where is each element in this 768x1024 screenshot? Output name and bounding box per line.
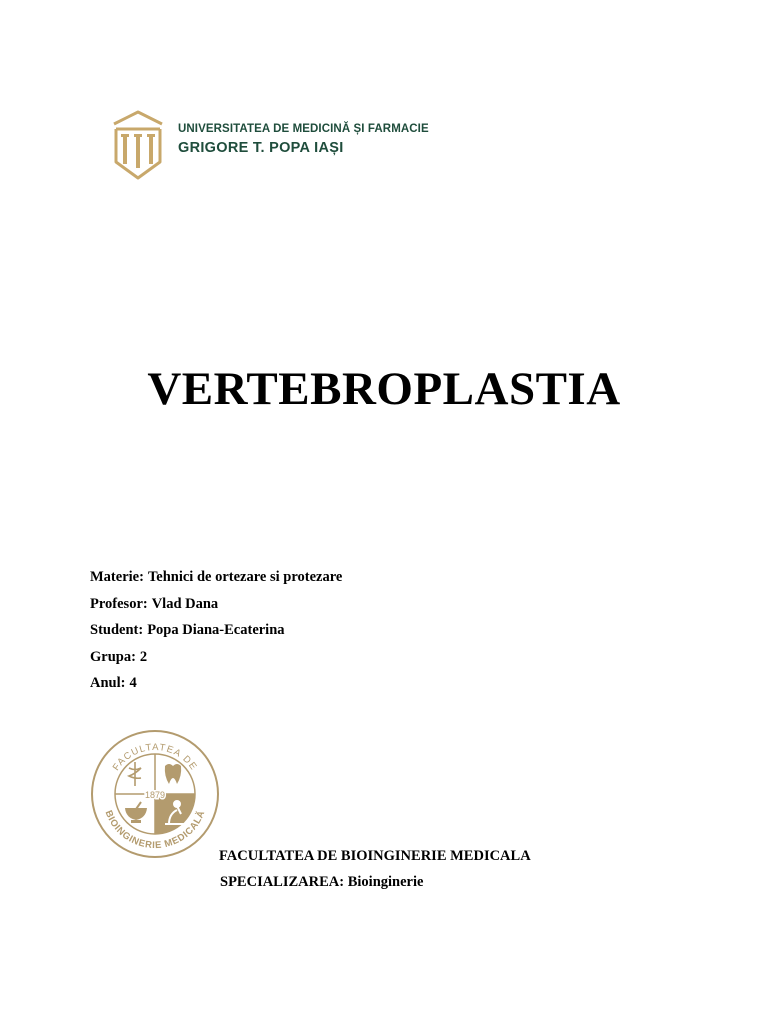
faculty-name: FACULTATEA DE BIOINGINERIE MEDICALA — [219, 848, 531, 864]
document-title: VERTEBROPLASTIA — [147, 363, 621, 415]
group-value: 2 — [139, 648, 148, 665]
specialization-value: Bioinginerie — [347, 874, 424, 890]
university-logo-icon — [110, 108, 166, 182]
info-row-subject — [90, 567, 342, 594]
year-label: Anul: — [90, 675, 126, 691]
info-block — [90, 567, 342, 700]
university-name-line1: UNIVERSITATEA DE MEDICINĂ ȘI FARMACIE — [178, 123, 429, 135]
university-name — [178, 124, 429, 155]
professor-value: Vlad Dana — [151, 595, 219, 612]
specialization-label: SPECIALIZAREA: — [220, 874, 345, 890]
info-row-year — [90, 673, 342, 700]
university-name-line2: GRIGORE T. POPA IAȘI — [178, 139, 344, 156]
subject-label: Materie: — [90, 569, 144, 585]
student-label: Student: — [90, 622, 144, 638]
group-label: Grupa: — [90, 648, 136, 665]
year-value: 4 — [129, 675, 137, 691]
seal-top-text: FACULTATEA DE — [110, 741, 200, 773]
subject-value: Tehnici de ortezare si protezare — [147, 569, 343, 585]
info-row-student — [90, 620, 342, 647]
info-row-group — [90, 647, 342, 674]
seal-bottom-text: BIOINGINERIE MEDICALĂ — [102, 808, 208, 852]
faculty-seal-icon — [89, 726, 221, 862]
professor-label: Profesor: — [90, 595, 148, 612]
info-row-professor — [90, 594, 342, 621]
student-value: Popa Diana-Ecaterina — [147, 622, 285, 638]
seal-year: 1879 — [144, 790, 166, 800]
faculty-specialization — [219, 872, 531, 896]
faculty-block — [219, 846, 531, 896]
